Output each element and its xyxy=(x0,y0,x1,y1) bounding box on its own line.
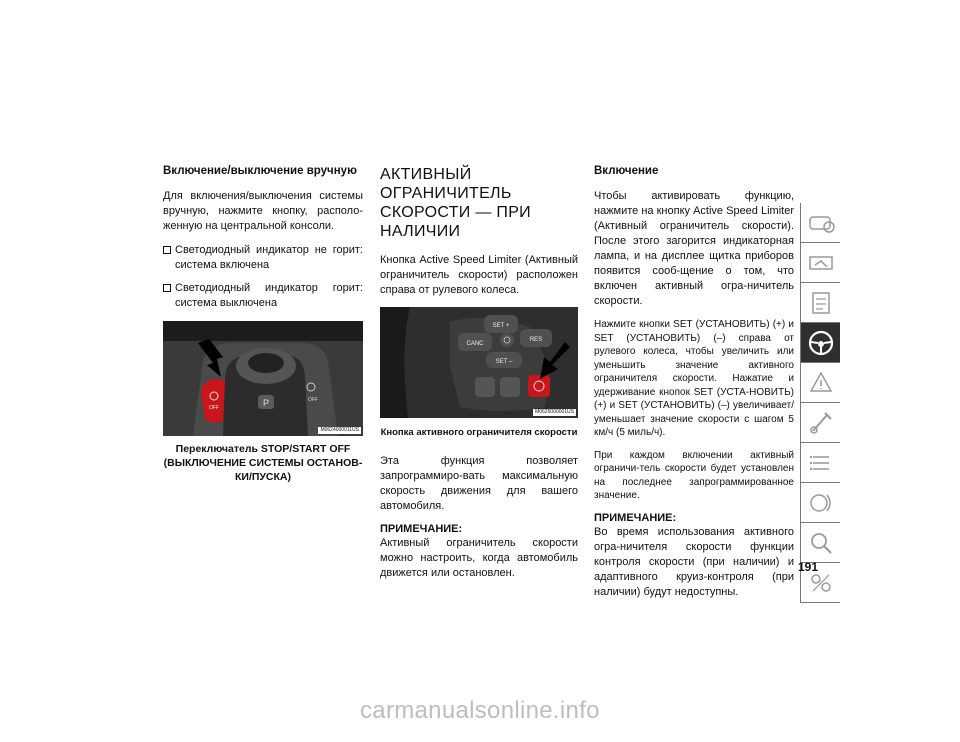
tab-multimedia[interactable] xyxy=(800,483,840,523)
svg-text:SET –: SET – xyxy=(495,359,513,365)
activation-paragraph-3: При каждом включении активный ограничи-тель скорости будет установлен на последнее запрограммированное значение. xyxy=(594,449,794,501)
tab-search[interactable] xyxy=(800,523,840,563)
note-text: Активный ограничитель скорости можно настроить, когда автомобиль движется или остановлен. xyxy=(380,537,578,579)
checkbox-bullet-icon xyxy=(163,246,171,254)
warning-car-icon xyxy=(801,363,841,403)
section-heading-manual: Включение/выключение вручную xyxy=(163,165,357,177)
note-text: Во время использования активного огра-ничителя скорости функции контроля скорости (при наличии) и адаптивного круиз-контроля (при наличии) будут недоступны. xyxy=(594,525,794,598)
tab-service[interactable] xyxy=(800,403,840,443)
search-icon xyxy=(801,523,841,563)
section-heading-activation: Включение xyxy=(594,165,659,177)
car-info-icon xyxy=(801,203,841,243)
note-heading: ПРИМЕЧАНИЕ: xyxy=(380,523,463,535)
list-item: Светодиодный индикатор горит: система выключена xyxy=(163,281,363,311)
wheel-illustration xyxy=(380,307,578,418)
svg-text:OFF: OFF xyxy=(308,397,318,403)
svg-text:RES: RES xyxy=(529,337,543,343)
steering-wheel-buttons-photo xyxy=(380,307,578,418)
service-icon xyxy=(801,403,841,443)
tab-warning-car[interactable] xyxy=(800,363,840,403)
activation-paragraph-2: Нажмите кнопки SET (УСТАНОВИТЬ) (+) и SET (УСТАНОВИТЬ) (–) справа от рулевого колеса, чтобы увеличить или уменьшить значение активного ограничителя скорости. Нажатие и удерживание кнопок SET (УСТА-НОВИТЬ) (+) и SET (УСТАНОВИТЬ) (–) увеличивает/уменьшает значение скорости с шагом 5 км/ч (5 миль/ч). xyxy=(594,319,794,438)
speed-limiter-body: Эта функция позволяет запрограммиро-вать максимальную скорость движения для вашего автомобиля. xyxy=(380,455,578,512)
figure-caption: Переключатель STOP/START OFF (ВЫКЛЮЧЕНИЕ СИСТЕМЫ ОСТАНОВ-КИ/ПУСКА) xyxy=(163,443,363,483)
manual-intro: Для включения/выключения системы вручную, нажмите кнопку, располо-женную на центральной консоли. xyxy=(163,190,363,232)
steering-wheel-icon xyxy=(801,323,841,363)
svg-text:SET +: SET + xyxy=(492,323,510,329)
led-status-list xyxy=(163,243,363,311)
specs-icon xyxy=(801,443,841,483)
console-illustration xyxy=(163,321,363,436)
speed-limiter-intro: Кнопка Active Speed Limiter (Активный ограничитель скорости) расположен справа от рулевого колеса. xyxy=(380,254,578,296)
dashboard-icon xyxy=(801,243,841,283)
tab-dashboard[interactable] xyxy=(800,243,840,283)
column-left xyxy=(163,165,363,484)
list-item: Светодиодный индикатор не горит: система включена xyxy=(163,243,363,273)
section-title-speed-limiter: АКТИВНЫЙ ОГРАНИЧИТЕЛЬ СКОРОСТИ — ПРИ НАЛИЧИИ xyxy=(380,166,531,240)
figure-code: M0624000011US xyxy=(320,427,359,433)
tab-checklist[interactable] xyxy=(800,283,840,323)
svg-text:OFF: OFF xyxy=(209,405,219,411)
tab-steering-wheel[interactable] xyxy=(800,323,840,363)
column-middle xyxy=(380,165,578,590)
page-number: 191 xyxy=(798,560,819,574)
figure-code: M0625000001US xyxy=(535,409,574,415)
watermark: carmanualsonline.info xyxy=(360,697,600,724)
svg-text:CANC: CANC xyxy=(466,341,484,347)
activation-paragraph-1: Чтобы активировать функцию, нажмите на кнопку Active Speed Limiter (Активный ограничитель скорости). После этого загорится индикаторная лампа, и на дисплее щитка приборов появится сооб-щение о том, что включен активный огра-ничитель скорости. xyxy=(594,190,794,307)
figure-caption: Кнопка активного ограничителя скорости xyxy=(380,427,578,438)
tab-car-info[interactable] xyxy=(800,203,840,243)
tab-specs[interactable] xyxy=(800,443,840,483)
note-heading: ПРИМЕЧАНИЕ: xyxy=(594,511,677,524)
svg-text:P: P xyxy=(262,398,270,408)
checklist-icon xyxy=(801,283,841,323)
stop-start-switch-photo xyxy=(163,321,363,436)
checkbox-bullet-icon xyxy=(163,284,171,292)
column-right xyxy=(594,165,794,609)
chapter-tabs xyxy=(800,203,840,603)
multimedia-icon xyxy=(801,483,841,523)
